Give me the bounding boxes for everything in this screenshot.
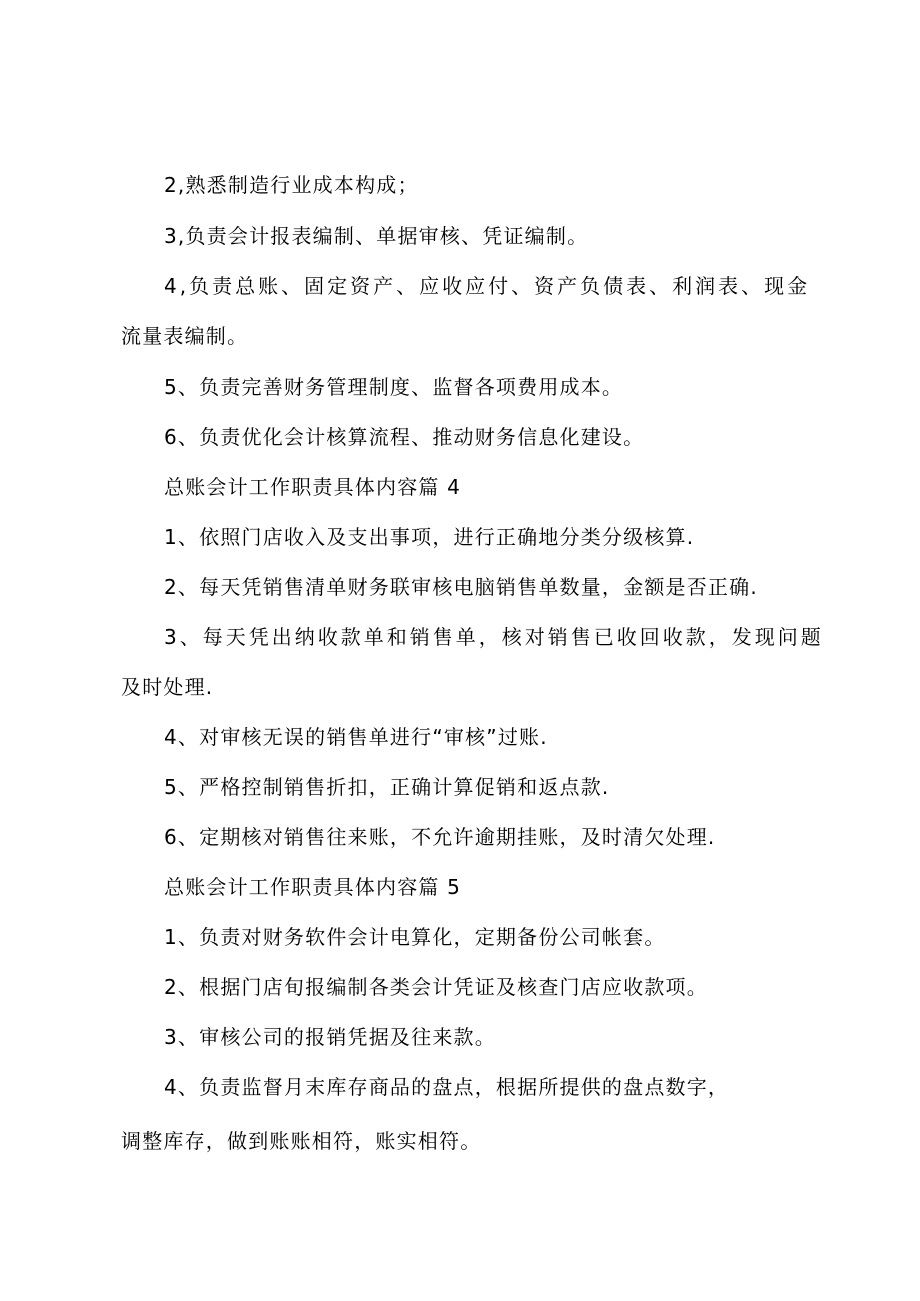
text-line: 1、依照门店收入及支出事项，进行正确地分类分级核算. (164, 525, 695, 549)
text-line: 2、根据门店旬报编制各类会计凭证及核查门店应收款项。 (164, 975, 708, 999)
text-line: 流量表编制。 (121, 324, 249, 348)
section-heading: 总账会计工作职责具体内容篇 4 (164, 475, 462, 499)
text-line: 3、审核公司的报销凭据及往来款。 (164, 1025, 496, 1049)
text-line: 5、严格控制销售折扣，正确计算促销和返点款. (164, 775, 610, 799)
text-line: 调整库存，做到账账相符，账实相符。 (121, 1129, 482, 1153)
text-line: 3,负责会计报表编制、单据审核、凭证编制。 (164, 224, 589, 248)
text-line: 4,负责总账、固定资产、应收应付、资产负债表、利润表、现金 (164, 274, 811, 298)
text-line: 3、每天凭出纳收款单和销售单，核对销售已收回收款，发现问题 (164, 625, 824, 649)
text-line: 6、定期核对销售往来账，不允许逾期挂账，及时清欠处理. (164, 825, 716, 849)
section-heading: 总账会计工作职责具体内容篇 5 (164, 875, 462, 899)
text-line: 2,熟悉制造行业成本构成； (164, 173, 419, 197)
text-line: 1、负责对财务软件会计电算化，定期备份公司帐套。 (164, 925, 666, 949)
text-line: 6、负责优化会计核算流程、推动财务信息化建设。 (164, 425, 645, 449)
text-line: 4、对审核无误的销售单进行“审核”过账. (164, 725, 548, 749)
text-line: 及时处理. (121, 675, 214, 699)
text-line: 4、负责监督月末库存商品的盘点，根据所提供的盘点数字， (164, 1075, 730, 1099)
text-line: 5、负责完善财务管理制度、监督各项费用成本。 (164, 375, 624, 399)
text-line: 2、每天凭销售清单财务联审核电脑销售单数量，金额是否正确. (164, 575, 758, 599)
